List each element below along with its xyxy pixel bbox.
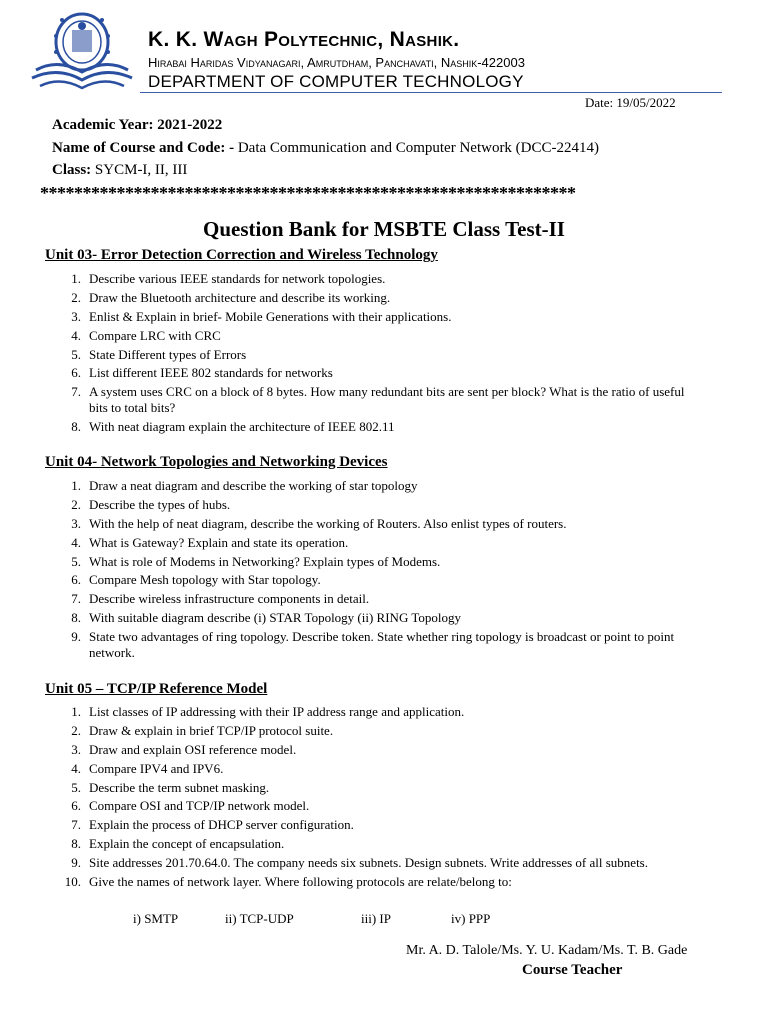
department-name: DEPARTMENT OF COMPUTER TECHNOLOGY — [148, 72, 524, 91]
question-item — [45, 610, 705, 626]
question-item — [45, 290, 705, 306]
question-number: 8. — [71, 610, 81, 626]
unit-04-questions — [45, 478, 705, 664]
question-text: List different IEEE 802 standards for networks — [89, 365, 333, 381]
question-number: 8. — [71, 419, 81, 435]
question-item — [45, 836, 705, 852]
question-number: 8. — [71, 836, 81, 852]
question-item — [45, 874, 705, 890]
academic-year — [52, 117, 222, 134]
question-item — [45, 761, 705, 777]
question-text: List classes of IP addressing with their IP address range and application. — [89, 704, 465, 719]
class-value: SYCM-I, II, III — [91, 162, 188, 178]
question-item — [45, 817, 705, 833]
question-item — [45, 384, 705, 416]
question-item — [45, 798, 705, 814]
protocol-list — [133, 911, 490, 927]
protocol-item: iii) IP — [361, 911, 391, 926]
question-number: 1. — [71, 271, 81, 286]
question-number: 9. — [71, 629, 81, 645]
question-number: 4. — [71, 534, 81, 550]
class-label: Class: — [52, 162, 92, 178]
question-text: Explain the process of DHCP server configuration. — [89, 817, 354, 833]
protocol-item: i) SMTP — [133, 911, 179, 926]
question-text: With suitable diagram describe (i) STAR Topology (ii) RING Topology — [89, 610, 461, 626]
institute-name: K. K. Wagh Polytechnic, Nashik. — [148, 28, 460, 51]
question-item — [45, 419, 705, 435]
question-number: 4. — [71, 760, 81, 776]
course-value: Data Communication and Computer Network (DCC-22414) — [234, 140, 600, 156]
document-date: Date: 19/05/2022 — [585, 95, 676, 110]
question-text: Draw the Bluetooth architecture and describe its working. — [89, 289, 391, 305]
question-text: With neat diagram explain the architecture of IEEE 802.11 — [89, 419, 395, 435]
question-number: 1. — [71, 704, 81, 719]
question-text: With the help of neat diagram, describe the working of Routers. Also enlist types of routers. — [89, 515, 567, 531]
question-text: Describe the term subnet masking. — [89, 779, 270, 795]
question-text: What is role of Modems in Networking? Explain types of Modems. — [89, 553, 441, 569]
question-item — [45, 309, 705, 325]
question-item — [45, 365, 705, 381]
question-item — [45, 497, 705, 513]
question-item — [45, 572, 705, 588]
question-item — [45, 855, 705, 871]
academic-year-label: Academic Year: 2021-2022 — [52, 117, 223, 133]
question-number: 9. — [71, 855, 81, 871]
question-text: Draw & explain in brief TCP/IP protocol suite. — [89, 722, 334, 738]
question-number: 2. — [71, 289, 81, 305]
question-text: Describe wireless infrastructure components in detail. — [89, 591, 370, 607]
question-text: Site addresses 201.70.64.0. The company needs six subnets. Design subnets. Write addresses of all subnets. — [89, 855, 648, 871]
question-number: 10. — [64, 874, 81, 890]
question-number: 5. — [71, 553, 81, 569]
question-text: Draw a neat diagram and describe the working of star topology — [89, 478, 418, 493]
question-number: 6. — [71, 365, 81, 381]
question-item — [45, 554, 705, 570]
course-label: Name of Course and Code: - — [52, 140, 235, 156]
unit-05-questions — [45, 704, 705, 893]
unit-04-heading: Unit 04- Network Topologies and Networking Devices — [45, 454, 388, 470]
question-number: 3. — [71, 308, 81, 324]
question-text: Describe the types of hubs. — [89, 496, 231, 512]
unit-05-heading: Unit 05 – TCP/IP Reference Model — [45, 681, 268, 697]
unit-03-heading: Unit 03- Error Detection Correction and Wireless Technology — [45, 247, 438, 263]
question-number: 6. — [71, 798, 81, 814]
course-teacher-label: Course Teacher — [522, 962, 623, 978]
question-text: Compare OSI and TCP/IP network model. — [89, 798, 310, 814]
question-number: 2. — [71, 722, 81, 738]
question-text: Describe various IEEE standards for network topologies. — [89, 271, 386, 286]
question-bank-title: Question Bank for MSBTE Class Test-II — [203, 217, 565, 241]
protocol-item: iv) PPP — [451, 911, 491, 926]
teacher-names: Mr. A. D. Talole/Ms. Y. U. Kadam/Ms. T. B. Gade — [406, 943, 688, 958]
protocol-item: ii) TCP-UDP — [225, 911, 294, 926]
header-divider — [140, 92, 722, 93]
class-info — [52, 162, 187, 179]
question-text: A system uses CRC on a block of 8 bytes. How many redundant bits are sent per block? What is the ratio of useful bits to total bits? — [89, 384, 685, 416]
question-number: 5. — [71, 779, 81, 795]
question-text: Draw and explain OSI reference model. — [89, 741, 297, 757]
question-item — [45, 516, 705, 532]
question-text: State Different types of Errors — [89, 346, 247, 362]
question-item — [45, 328, 705, 344]
question-item — [45, 629, 705, 661]
question-number: 7. — [71, 384, 81, 400]
question-text: Explain the concept of encapsulation. — [89, 836, 285, 852]
question-text: Enlist & Explain in brief- Mobile Generations with their applications. — [89, 308, 452, 324]
question-number: 5. — [71, 346, 81, 362]
question-number: 1. — [71, 478, 81, 493]
question-number: 7. — [71, 591, 81, 607]
question-text: Give the names of network layer. Where following protocols are relate/belong to: — [89, 874, 512, 890]
star-separator: *************************************************************** — [40, 183, 576, 203]
question-text: Compare LRC with CRC — [89, 327, 221, 343]
unit-03-questions — [45, 271, 705, 438]
question-item — [45, 704, 705, 720]
question-item — [45, 347, 705, 363]
question-item — [45, 271, 705, 287]
question-item — [45, 780, 705, 796]
question-text: Compare IPV4 and IPV6. — [89, 760, 224, 776]
question-number: 6. — [71, 572, 81, 588]
question-item — [45, 742, 705, 758]
question-item — [45, 591, 705, 607]
course-info — [52, 140, 599, 157]
question-number: 3. — [71, 741, 81, 757]
question-item — [45, 723, 705, 739]
institute-logo-icon — [28, 8, 136, 94]
institute-address: Hirabai Haridas Vidyanagari, Amrutdham, Panchavati, Nashik-422003 — [148, 55, 525, 70]
question-number: 2. — [71, 496, 81, 512]
question-item — [45, 535, 705, 551]
question-number: 4. — [71, 327, 81, 343]
question-number: 3. — [71, 515, 81, 531]
question-text: What is Gateway? Explain and state its operation. — [89, 534, 349, 550]
question-number: 7. — [71, 817, 81, 833]
question-text: State two advantages of ring topology. Describe token. State whether ring topology is broadcast or point to point network. — [89, 629, 675, 661]
question-item — [45, 478, 705, 494]
question-text: Compare Mesh topology with Star topology. — [89, 572, 321, 588]
